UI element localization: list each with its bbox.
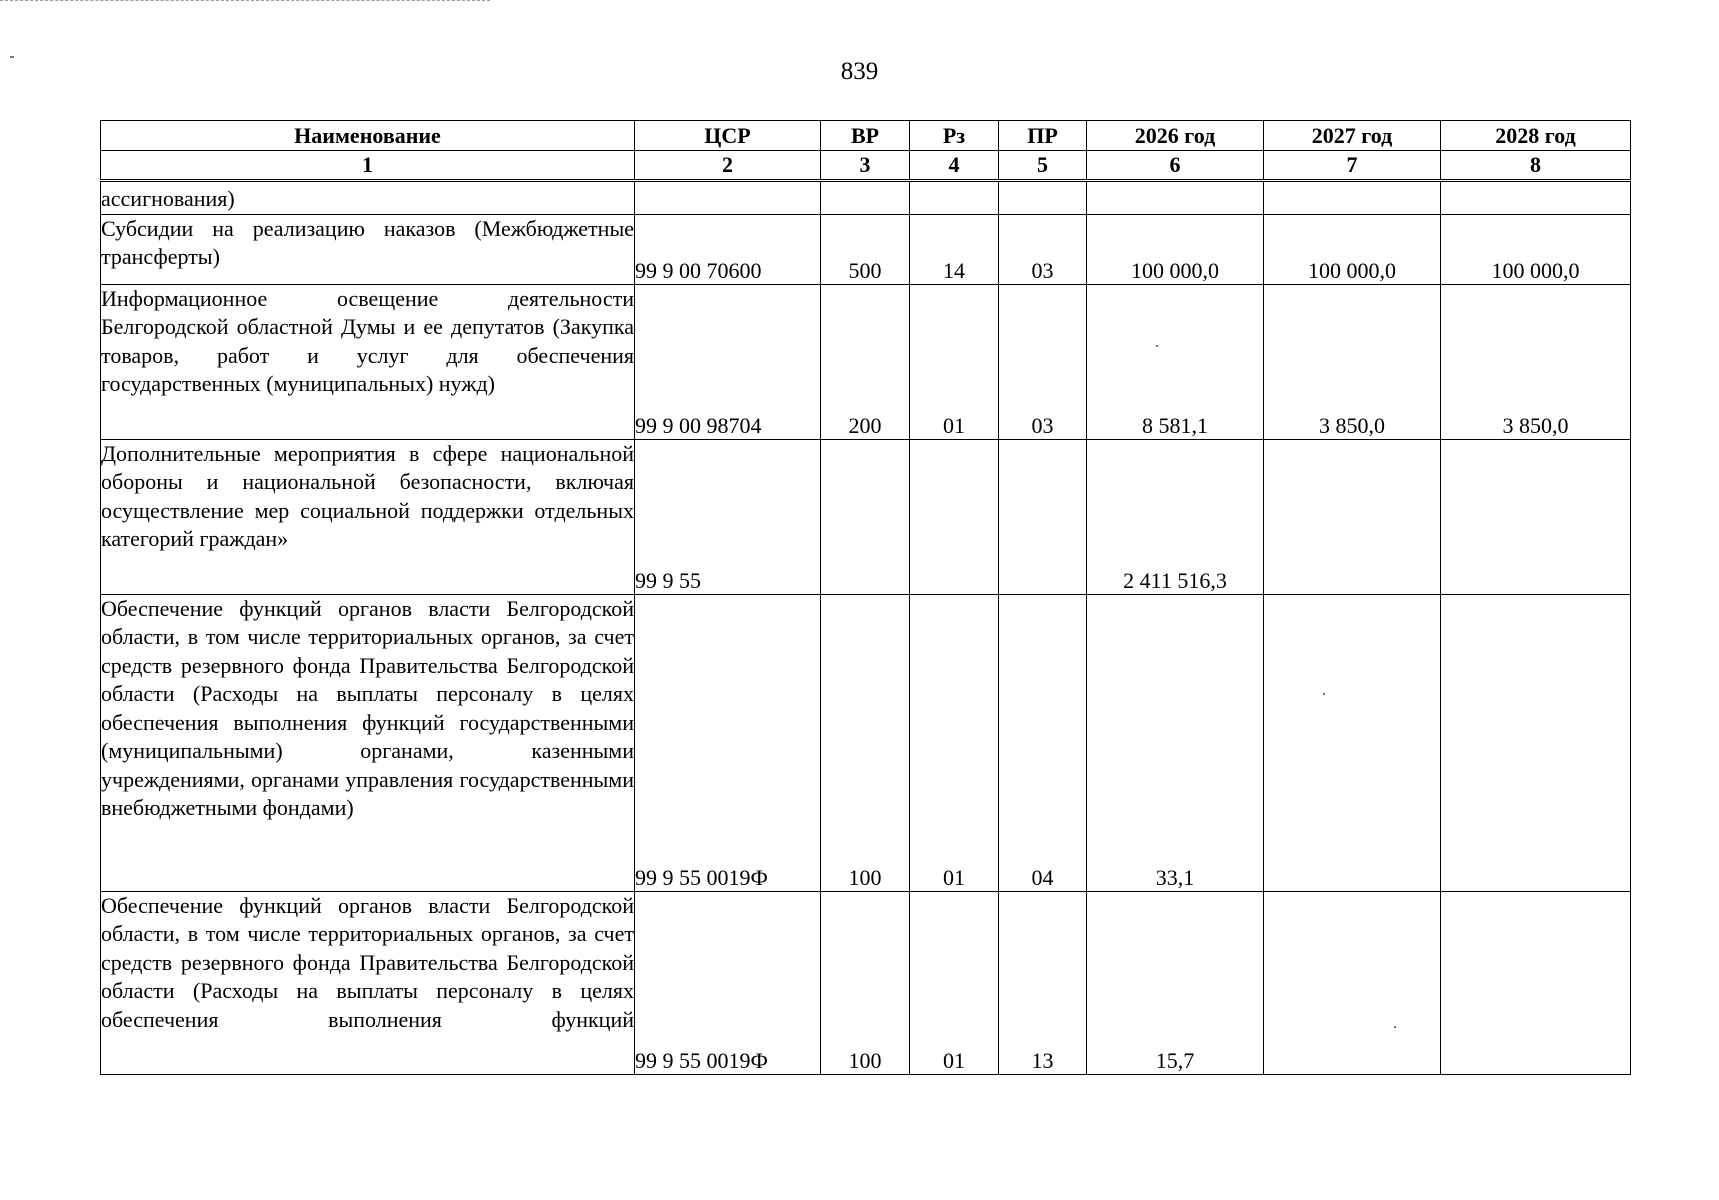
row-rz	[910, 181, 999, 215]
row-csr: 99 9 55 0019Ф	[635, 594, 821, 891]
row-rz: 01	[910, 284, 999, 439]
row-vr: 100	[821, 594, 910, 891]
budget-table	[100, 120, 1631, 1075]
column-number: 1	[101, 151, 635, 181]
column-number: 8	[1441, 151, 1631, 181]
column-number: 5	[999, 151, 1087, 181]
row-2028: 3 850,0	[1441, 284, 1631, 439]
row-2028	[1441, 891, 1631, 1074]
row-name: Обеспечение функций органов власти Белгородской области, в том числе территориальных органов, за счет средств резервного фонда Правительства Белгородской области (Расходы на выплаты персоналу в целях обеспечения выполнения функций государственными (муниципальными) органами, казенными учреждениями, органами управления государственными внебюджетными фондами)	[101, 594, 635, 891]
row-2026: 33,1	[1087, 594, 1264, 891]
header-year-2028: 2028 год	[1441, 121, 1631, 151]
row-2026: 2 411 516,3	[1087, 439, 1264, 594]
row-2027	[1264, 181, 1441, 215]
row-name: Обеспечение функций органов власти Белгородской области, в том числе территориальных органов, за счет средств резервного фонда Правительства Белгородской области (Расходы на выплаты персоналу в целях обеспечения выполнения функций	[101, 891, 635, 1074]
header-name: Наименование	[101, 121, 635, 151]
header-pr: ПР	[999, 121, 1087, 151]
header-year-2027: 2027 год	[1264, 121, 1441, 151]
table-row	[101, 181, 1631, 215]
row-name: ассигнования)	[101, 181, 635, 215]
row-name: Дополнительные мероприятия в сфере национальной обороны и национальной безопасности, включая осуществление мер социальной поддержки отдельных категорий граждан»	[101, 439, 635, 594]
table-row	[101, 594, 1631, 891]
row-pr	[999, 439, 1087, 594]
row-csr: 99 9 55 0019Ф	[635, 891, 821, 1074]
row-2027	[1264, 891, 1441, 1074]
scan-edge-rule	[0, 0, 490, 2]
row-vr: 500	[821, 214, 910, 284]
row-csr: 99 9 55	[635, 439, 821, 594]
header-vr: ВР	[821, 121, 910, 151]
column-number: 3	[821, 151, 910, 181]
header-year-2026: 2026 год	[1087, 121, 1264, 151]
row-rz: 01	[910, 891, 999, 1074]
table-row	[101, 439, 1631, 594]
row-vr: 200	[821, 284, 910, 439]
row-2026: 100 000,0	[1087, 214, 1264, 284]
row-vr	[821, 439, 910, 594]
column-number: 7	[1264, 151, 1441, 181]
column-number: 4	[910, 151, 999, 181]
table-row	[101, 214, 1631, 284]
scan-dot	[1394, 1026, 1396, 1028]
row-2026: 15,7	[1087, 891, 1264, 1074]
row-2027: 3 850,0	[1264, 284, 1441, 439]
row-rz: 14	[910, 214, 999, 284]
row-name: Субсидии на реализацию наказов (Межбюджетные трансферты)	[101, 214, 635, 284]
row-pr: 03	[999, 214, 1087, 284]
row-csr: 99 9 00 98704	[635, 284, 821, 439]
row-csr: 99 9 00 70600	[635, 214, 821, 284]
row-pr: 13	[999, 891, 1087, 1074]
row-pr: 03	[999, 284, 1087, 439]
row-2027: 100 000,0	[1264, 214, 1441, 284]
row-vr: 100	[821, 891, 910, 1074]
row-pr	[999, 181, 1087, 215]
header-csr: ЦСР	[635, 121, 821, 151]
row-2027	[1264, 439, 1441, 594]
table-row	[101, 891, 1631, 1074]
row-rz	[910, 439, 999, 594]
row-2028	[1441, 439, 1631, 594]
column-number-row	[101, 151, 1631, 181]
scan-dot	[1323, 693, 1325, 695]
row-name: Информационное освещение деятельности Белгородской областной Думы и ее депутатов (Закупка товаров, работ и услуг для обеспечения государственных (муниципальных) нужд)	[101, 284, 635, 439]
row-2026: 8 581,1	[1087, 284, 1264, 439]
column-number: 6	[1087, 151, 1264, 181]
row-2028	[1441, 594, 1631, 891]
row-pr: 04	[999, 594, 1087, 891]
row-csr	[635, 181, 821, 215]
page-number: 839	[840, 58, 879, 85]
row-2028: 100 000,0	[1441, 214, 1631, 284]
row-vr	[821, 181, 910, 215]
scan-dot	[1156, 345, 1158, 347]
row-2027	[1264, 594, 1441, 891]
row-rz: 01	[910, 594, 999, 891]
row-2028	[1441, 181, 1631, 215]
column-number: 2	[635, 151, 821, 181]
row-2026	[1087, 181, 1264, 215]
table-row	[101, 284, 1631, 439]
header-rz: Рз	[910, 121, 999, 151]
header-row	[101, 121, 1631, 151]
